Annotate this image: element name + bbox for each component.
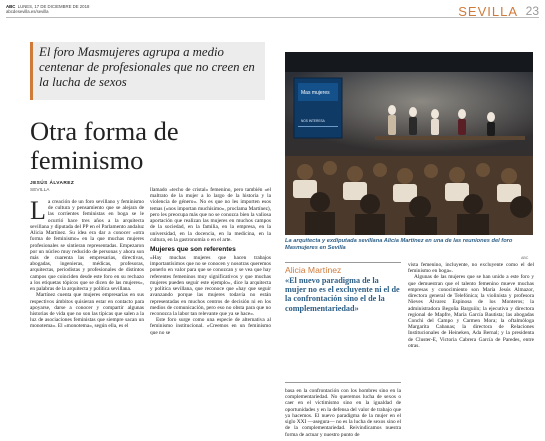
issue-date: LUNES, 17 DE DICIEMBRE DE 2018 — [17, 4, 90, 9]
quote-author: Alicia Martínez — [285, 265, 342, 275]
body-paragraph: «Hay muchas mujeres que hacen trabajos importantísimos que no se conocen y nosotras queremos ponerlo en valor para que se conozcan y se vea que hay referentes femeninos muy significativos y que muchas mujeres pueden seguir este ejemplo», dice la arquitecta y política sevillana, que reconoce que «hay que seguir avanzando porque las mujeres todavía no están representadas en muchos centros de decisión ni en los medios de comunicación, pero eso no obsta para que no reconozca la labor tan relevante que ya se hace». — [150, 254, 271, 317]
photo-credit: ABC — [521, 256, 529, 260]
body-column-4 — [408, 262, 534, 441]
event-photo-illustration — [285, 52, 533, 235]
section-subhead: Mujeres que son referentes — [150, 245, 236, 253]
screen-text: NOS INTERESA — [301, 119, 325, 123]
screen-logo: Mas mujeres — [301, 90, 330, 96]
body-paragraph: llamado «techo de cristal» femenino, pero también «el maltrato de la mujer a lo largo de la historia y la violencia de género». No es que no les importen esos temas («nos importan muchísimo», proclama Martínez), pero les preocupa más que no se conozca bien la valiosa aportación que realizan las mujeres en muchos campos de la sociedad, en la familia, en la empresa, en la universidad, en la docencia, en la medicina, en la cultura, en la gastronomía o en el arte. — [150, 187, 271, 243]
body-paragraph: Este foro surge como una especie de alternativa al feminismo institucional. «Creemos en un feminismo que no se — [150, 317, 271, 336]
section-name: SEVILLA — [458, 4, 518, 19]
article-deck: El foro Masmujeres agrupa a medio centenar de profesionales que no creen en la lucha de sexos — [39, 45, 255, 89]
body-paragraph: Martínez cuenta que mujeres empresarias en sus respectivos ámbitos quisieran estar en contacto para apoyarse, darse a conocer y compartir algunas historias de vida que no son las típicas que salen a la luz de asociaciones feministas que siempre sacan un monotema». El «monotema», según ella, es el — [30, 292, 144, 330]
masthead: ABC — [6, 4, 16, 9]
body-paragraph: vista femenino, incluyente, no excluyente como el del feminismo en boga». — [408, 262, 534, 275]
body-column-3 — [285, 388, 401, 441]
byline-author: JESÚS ÁLVAREZ — [30, 181, 75, 186]
quote-rule-top — [285, 262, 401, 263]
header-rule — [6, 17, 539, 18]
byline-city: SEVILLA — [30, 187, 50, 193]
section-url: abcdesevilla.es/sevilla — [6, 9, 49, 14]
body-paragraph — [30, 199, 144, 292]
body-column-2 — [150, 187, 271, 441]
headline-line-1: Otra forma de — [30, 116, 179, 146]
photo-caption: La arquitecta y exdiputada sevillana Alicia Martínez en una de las reuniones del foro Masmujeres en Sevilla — [285, 238, 513, 251]
pull-quote: «El nuevo paradigma de la mujer no es el excluyente ni el de la confrontación sino el de la complementariedad» — [285, 276, 400, 313]
deck-accent-bar — [30, 42, 33, 100]
headline-line-2: feminismo — [30, 145, 144, 175]
paragraph-text: a creación de un foro sevillano y feminismo de cultura y pensamiento que se alejara de las corrientes feministas en boga se le ocurrió hace tres años a la arquitecta sevillana y diputada del PP en el Parlamento andaluz Alicia Martínez. Su idea era dar a conocer «otra forma de feminismo» en la que muchas mujeres profesionales se sintieran representadas. Empezaron por un núcleo muy reducido de personas y ahora son más de cuarenta las empresarias, directivas, abogadas, ingenieras, médicas, profesoras, arquitectas, periodistas y profesionales de distintos campos que coinciden desde este foro en su rechazo a los etiquetas tópicos que se dicen de las mujeres», en palabras de la arquitecta y política sevillana. — [30, 199, 144, 293]
header-meta — [6, 4, 89, 14]
body-column-1 — [30, 199, 144, 441]
article-headline — [30, 117, 265, 175]
body-paragraph: basa en la confrontación con los hombres sino en la complementariedad. No queremos lucha de sexos o caer en el victimismo sino en la igualdad de oportunidades y en la defensa del valor de trabajo que ya hacemos. El nuevo paradigma de la mujer en el siglo XXI —asegura— no es la lucha de sexos sino el de la complementariedad. Reivindicamos nuestra forma de actuar y nuestro punto de — [285, 388, 401, 438]
page-number: 23 — [525, 4, 539, 18]
quote-rule-bottom — [285, 382, 401, 383]
event-photo — [285, 52, 533, 235]
drop-cap: L — [30, 199, 46, 225]
body-paragraph: Algunas de las mujeres que se han unido a este foro y que demuestran que el talento femenino mueve muchas empresas y conocimiento son María Jesús Almazor, directora general de Telefónica; la violinista y profesora Nieves Álvarez Espinosa de los Monteros; la administradora Begoña Barguiín; la ejecutiva y directora regional de Mapfre, María García Bautista; las abogadas Conchi del Campo y Carmen Mora; la oftalmóloga Margarita Cabanas; la directora de Relaciones Institucionales de Heineken, Ada Bernal; y la presidenta de Cluster-E, Victoria Cabrera García de Paredes, entre otras. — [408, 274, 534, 349]
